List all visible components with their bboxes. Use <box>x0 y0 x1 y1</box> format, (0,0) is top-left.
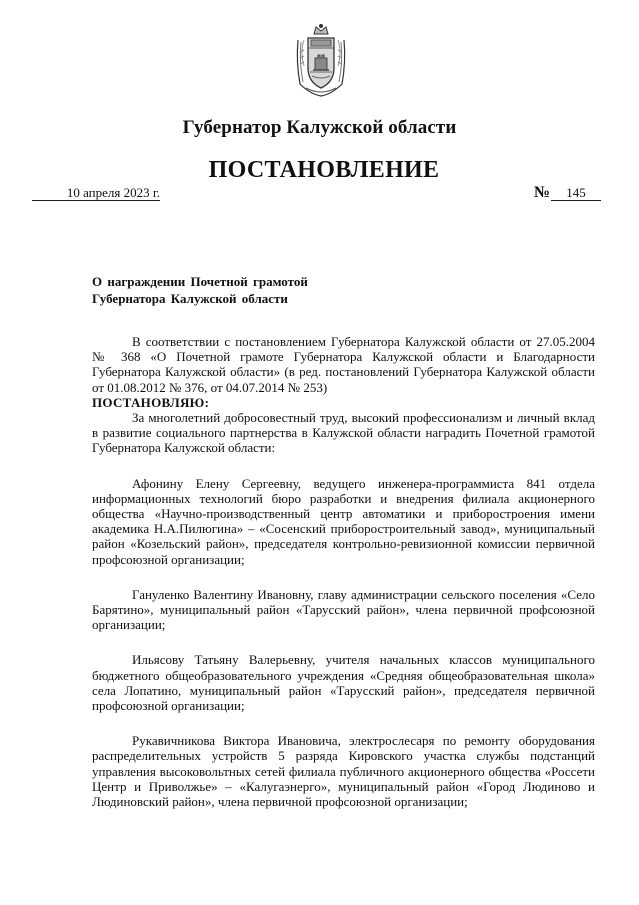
document-date: 10 апреля 2023 г. <box>32 186 160 201</box>
number-sign: № <box>534 184 551 201</box>
subject-line-1: О награждении Почетной грамотой <box>92 274 308 289</box>
document-subject <box>92 273 308 307</box>
awardee-paragraph: Рукавичникова Виктора Ивановича, электрослесаря по ремонту оборудования распределительных устройств 5 разряда Кировского участка службы подстанций управления высоковольтных сетей филиала публичного акционерного общества «Россети Центр и Приволжье» – «Калугаэнерго», муниципальный район «Город Людиново и Людиновский район», члена первичной профсоюзной организации; <box>92 733 595 810</box>
document-number: 145 <box>551 186 601 201</box>
subject-line-2: Губернатора Калужской области <box>92 291 288 306</box>
resolve-heading: ПОСТАНОВЛЯЮ: <box>92 394 210 410</box>
intro-paragraph: За многолетний добросовестный труд, высокий профессионализм и личный вклад в развитие социального партнерства в Калужской области наградить Почетной грамотой Губернатора Калужской области: <box>92 410 595 456</box>
awardee-paragraph: Гануленко Валентину Ивановну, главу администрации сельского поселения «Село Барятино», муниципальный район «Тарусский район», члена первичной профсоюзной организации; <box>92 586 595 633</box>
preamble-paragraph: В соответствии с постановлением Губернатора Калужской области от 27.05.2004 № 368 «О Почетной грамоте Губернатора Калужской области и Благодарности Губернатора Калужской области» (в ред. постановлений Губернатора Калужской области от 01.08.2012 № 376, от 04.07.2014 № 253) <box>92 334 595 395</box>
document-type-title: ПОСТАНОВЛЕНИЕ <box>208 157 440 183</box>
issuing-authority: Губернатор Калужской области <box>182 117 457 138</box>
awardee-paragraph: Афонину Елену Сергеевну, ведущего инженера-программиста 841 отдела информационных технологий бюро разработки и внедрения филиала акционерного общества «Научно-производственный центр автоматики и приборостроения имени академика Н.А.Пилюгина» – «Сосенский приборостроительный завод», муниципальный район «Козельский район», председателя контрольно-ревизионной комиссии первичной профсоюзной организации; <box>92 475 595 567</box>
coat-of-arms-emblem <box>290 22 352 100</box>
document-body <box>92 334 595 809</box>
awardee-paragraph: Ильясову Татьяну Валерьевну, учителя начальных классов муниципального бюджетного общеобразовательного учреждения «Средняя общеобразовательная школа» села Лопатино, муниципальный район «Тарусский район», председателя первичной профсоюзной организации; <box>92 652 595 714</box>
